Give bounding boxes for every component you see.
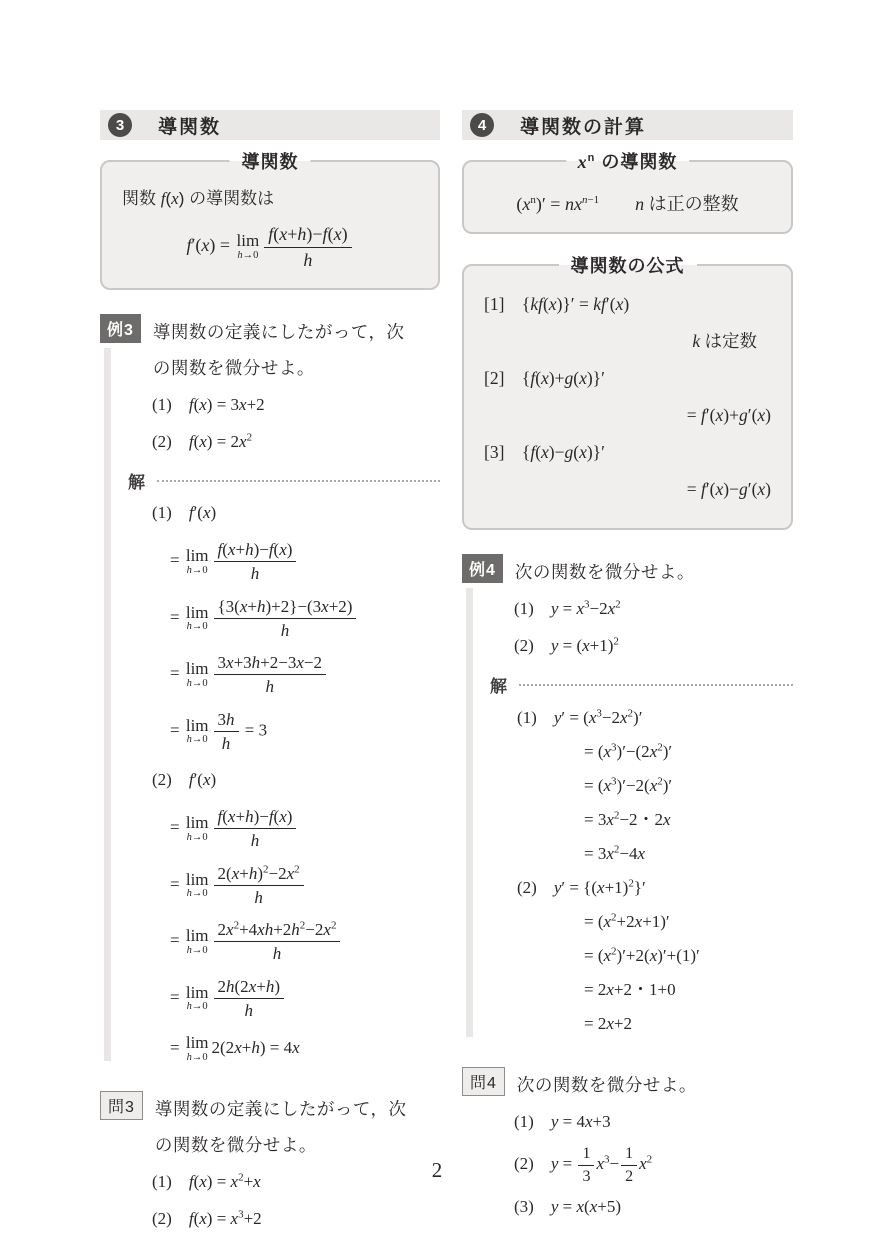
prompt-line: 導関数の定義にしたがって，次: [154, 1099, 407, 1119]
solution-line: = lim h→0 2(2x+h) = 4x: [170, 1033, 300, 1064]
derivative-rules-box: [462, 256, 793, 530]
example-badge: 例3: [100, 314, 141, 343]
left-column: [100, 110, 440, 1237]
problem-item: (1) y = 4x+3: [514, 1112, 611, 1131]
problem-badge: 問4: [462, 1067, 505, 1096]
solution-line: (2) f′(x): [152, 770, 217, 789]
problem-item: (3) y = x(x+5): [514, 1197, 621, 1216]
example-3: [100, 314, 440, 1065]
solution-line: = lim h→0 $\frac{f(x+h)-f(x)}{h}$: [170, 538, 440, 586]
solution-line: = lim h→0 $\frac{3x+3h+2-3x-2}{h}$: [170, 651, 440, 699]
prompt-line: 導関数の定義にしたがって，次: [152, 322, 405, 342]
problem-4-head: [462, 1067, 793, 1103]
box-title: 導関数の公式: [559, 252, 697, 278]
section-number-circle: 4: [470, 113, 494, 137]
right-column: [462, 110, 793, 1225]
rule-line: [2] {f(x)+g(x)}′: [484, 368, 605, 388]
solution-line: = lim h→0 $\frac{\{3(x+h)+2\}-(3x+2)}{h}$: [170, 595, 440, 643]
solution-line: (2) $y' = \{(x+1)^2\}'$: [517, 877, 646, 897]
section-title: 導関数: [158, 116, 222, 138]
rule-line: = f′(x)+g′(x): [686, 405, 771, 425]
accent-bar: [466, 588, 473, 1037]
example-badge: 例4: [462, 554, 503, 583]
problem-item: (1) $f(x) = x^2+x$: [152, 1171, 261, 1191]
example-prompt: [515, 554, 695, 590]
example-4: [462, 554, 793, 1041]
solution-line: = lim h→0 $\frac{3h}{h}$ = 3: [170, 708, 440, 756]
box-title: 導関数: [230, 148, 311, 174]
rule-line: [3] {f(x)−g(x)}′: [484, 442, 605, 462]
example-4-head: [462, 554, 793, 590]
solution-line: = $(x^2+2x+1)'$: [584, 911, 670, 931]
section-3-header: [100, 110, 440, 140]
solution-line: = 2x+2: [584, 1014, 632, 1033]
derivative-definition-box: [100, 152, 440, 290]
example-item: (2) $f(x) = 2x^2$: [152, 431, 253, 451]
dotted-rule: [519, 684, 793, 686]
box-title: $x^n$ の導関数: [566, 148, 690, 174]
solution-line: (1) $y' = (x^3-2x^2)'$: [517, 707, 643, 727]
solution-line: = 2x+2・1+0: [584, 980, 676, 999]
problem-item: (2) $f(x) = x^3+2$: [152, 1208, 262, 1228]
section-title: 導関数の計算: [520, 116, 647, 138]
solution-label: 解: [128, 473, 145, 492]
solution-line: = $3x^2-2$・2x: [584, 809, 671, 829]
rule-line: [1] {kf(x)}′ = kf′(x): [484, 294, 630, 314]
problem-4: [462, 1067, 793, 1225]
problem-prompt: [155, 1091, 407, 1163]
example-3-head: [100, 314, 440, 386]
example-item: (1) f(x) = 3x+2: [152, 395, 265, 414]
solution-line: = lim h→0 $\frac{2x^2+4xh+2h^2-2x^2}{h}$: [170, 918, 440, 966]
section-4-header: [462, 110, 793, 140]
solution-line: = $3x^2-4x$: [584, 843, 646, 863]
definition-text: 関数 f(x) の導関数は: [122, 189, 275, 208]
solution-line: = $(x^3)'-(2x^2)'$: [584, 741, 673, 761]
dotted-rule: [157, 480, 440, 482]
solution-separator: [462, 672, 793, 697]
definition-formula: f′(x) = lim h→0 $\frac{f(x+h)-f(x)}{h}$: [114, 222, 426, 272]
problem-badge: 問3: [100, 1091, 143, 1120]
solution-line: = $(x^2)'+2(x)'+(1)'$: [584, 945, 700, 965]
page-number: 2: [431, 1158, 443, 1182]
rule-line: k は定数: [692, 331, 757, 351]
prompt-line: の関数を微分せよ。: [152, 358, 315, 378]
problem-3-head: [100, 1091, 440, 1163]
prompt-line: 次の関数を微分せよ。: [514, 562, 695, 582]
solution-line: = lim h→0 $\frac{2h(2x+h)}{h}$: [170, 975, 440, 1023]
solution-label: 解: [490, 677, 507, 696]
prompt-line: の関数を微分せよ。: [154, 1135, 317, 1155]
example-item: (2) $y = (x+1)^2$: [514, 635, 619, 655]
power-rule-formula: $(x^n)' = nx^{n-1}$ n は正の整数: [516, 194, 739, 214]
accent-bar: [104, 348, 111, 1061]
rule-line: = f′(x)−g′(x): [686, 479, 771, 499]
solution-line: = lim h→0 $\frac{2(x+h)^2-2x^2}{h}$: [170, 862, 440, 910]
problem-item: (2) y = $\frac{1}{3}$ $x^3-$ $\frac{1}{2}$ $x^2$: [514, 1140, 793, 1188]
section-number-circle: 3: [108, 113, 132, 137]
power-rule-box: [462, 152, 793, 234]
example-prompt: [153, 314, 405, 386]
solution-line: = lim h→0 $\frac{f(x+h)-f(x)}{h}$: [170, 805, 440, 853]
problem-prompt: [517, 1067, 697, 1103]
example-item: (1) $y = x^3-2x^2$: [514, 598, 621, 618]
solution-line: = $(x^3)'-2(x^2)'$: [584, 775, 673, 795]
solution-line: (1) f′(x): [152, 503, 217, 522]
solution-separator: [100, 468, 440, 493]
prompt-line: 次の関数を微分せよ。: [516, 1075, 697, 1095]
